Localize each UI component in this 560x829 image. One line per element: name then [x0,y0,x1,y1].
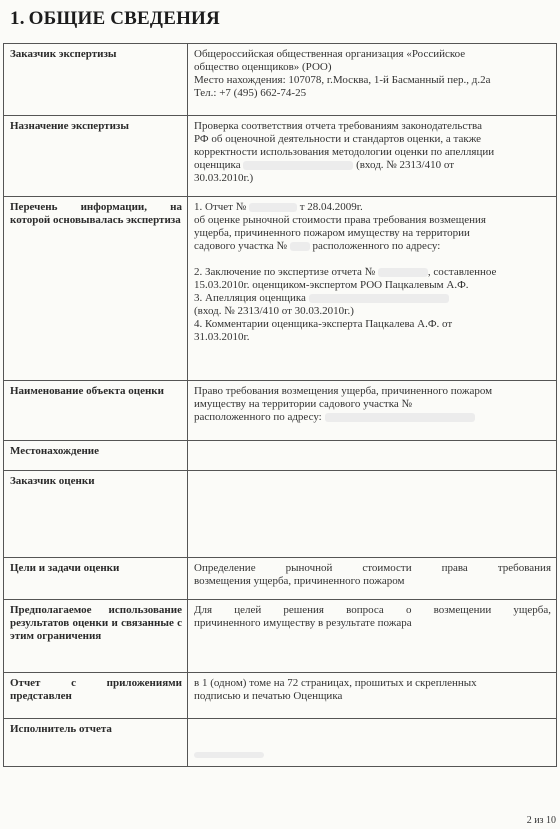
value-line: имуществу на территории садового участка № [194,398,413,410]
table-row [4,600,557,673]
value-line: возмещения ущерба, причиненного пожаром [194,575,405,587]
row-label: Заказчик оценки [4,471,188,558]
redacted-text [290,242,310,251]
value-line: 2. Заключение по экспертизе отчета № , составленное [194,266,497,278]
table-row [4,197,557,381]
redacted-text [194,752,264,758]
value-line: Место нахождения: 107078, г.Москва, 1-й Басманный пер., д.2а [194,74,491,86]
value-line: об оценке рыночной стоимости права требования возмещения [194,214,486,226]
row-label: Перечень информации, на которой основывалась экспертиза [4,197,188,381]
row-value [188,197,557,381]
value-line: причиненного имуществу в результате пожара [194,617,412,629]
row-value [188,44,557,116]
table-row [4,441,557,471]
row-label: Исполнитель отчета [4,719,188,767]
row-value [188,719,557,767]
table-row [4,44,557,116]
row-value [188,441,557,471]
value-line: оценщика (вход. № 2313/410 от [194,159,455,171]
page-number: 2 из 10 [526,815,556,826]
section-title [10,8,220,30]
table-row [4,471,557,558]
row-label: Заказчик экспертизы [4,44,188,116]
table-row [4,558,557,600]
value-line: общество оценщиков» (РОО) [194,61,332,73]
row-label: Местонахождение [4,441,188,471]
value-line: в 1 (одном) томе на 72 страницах, прошитых и скрепленных [194,677,477,689]
row-value [188,381,557,441]
value-line: 31.03.2010г. [194,331,250,343]
row-label: Предполагаемое использование результатов оценки и связанные с этим ограничения [4,600,188,673]
table-row [4,116,557,197]
value-line: 30.03.2010г.) [194,172,254,184]
row-label: Цели и задачи оценки [4,558,188,600]
value-line: 1. Отчет № т 28.04.2009г. [194,201,363,213]
value-line: Тел.: +7 (495) 662-74-25 [194,87,307,99]
row-value [188,673,557,719]
value-line: Проверка соответствия отчета требованиям законодательства [194,120,482,132]
row-value [188,116,557,197]
row-label: Назначение экспертизы [4,116,188,197]
row-value [188,558,557,600]
row-label: Отчет с приложениями представлен [4,673,188,719]
redacted-text [243,161,353,170]
row-label: Наименование объекта оценки [4,381,188,441]
value-line: 3. Апелляция оценщика [194,292,551,305]
value-line: 4. Комментарии оценщика-эксперта Пацкалева А.Ф. от [194,318,453,330]
value-line: Определение рыночной стоимости права требования [194,562,551,574]
value-line: корректности использования методологии оценки по апелляции [194,146,495,158]
value-line: (вход. № 2313/410 от 30.03.2010г.) [194,305,354,317]
table-row [4,719,557,767]
value-line: ущерба, причиненного пожаром имуществу на территории [194,227,470,239]
redacted-text [378,268,428,277]
section-number: 1. [10,8,25,29]
table-row [4,673,557,719]
row-value [188,471,557,558]
value-line: расположенного по адресу: [194,411,551,424]
value-line: подписью и печатью Оценщика [194,690,343,702]
value-line: РФ об оценочной деятельности и стандартов оценки, а также [194,133,482,145]
general-info-table [3,43,557,767]
value-line: садового участка № расположенного по адресу: [194,240,441,252]
value-line: Право требования возмещения ущерба, причиненного пожаром [194,385,493,397]
redacted-text [249,203,297,212]
redacted-text [325,413,475,422]
redacted-text [309,294,449,303]
value-line: Для целей решения вопроса о возмещении ущерба, [194,604,551,616]
row-value [188,600,557,673]
value-line: Общероссийская общественная организация «Российское [194,48,466,60]
value-line: 15.03.2010г. оценщиком-экспертом РОО Пацкалевым А.Ф. [194,279,469,291]
table-row [4,381,557,441]
section-heading: ОБЩИЕ СВЕДЕНИЯ [28,8,220,29]
